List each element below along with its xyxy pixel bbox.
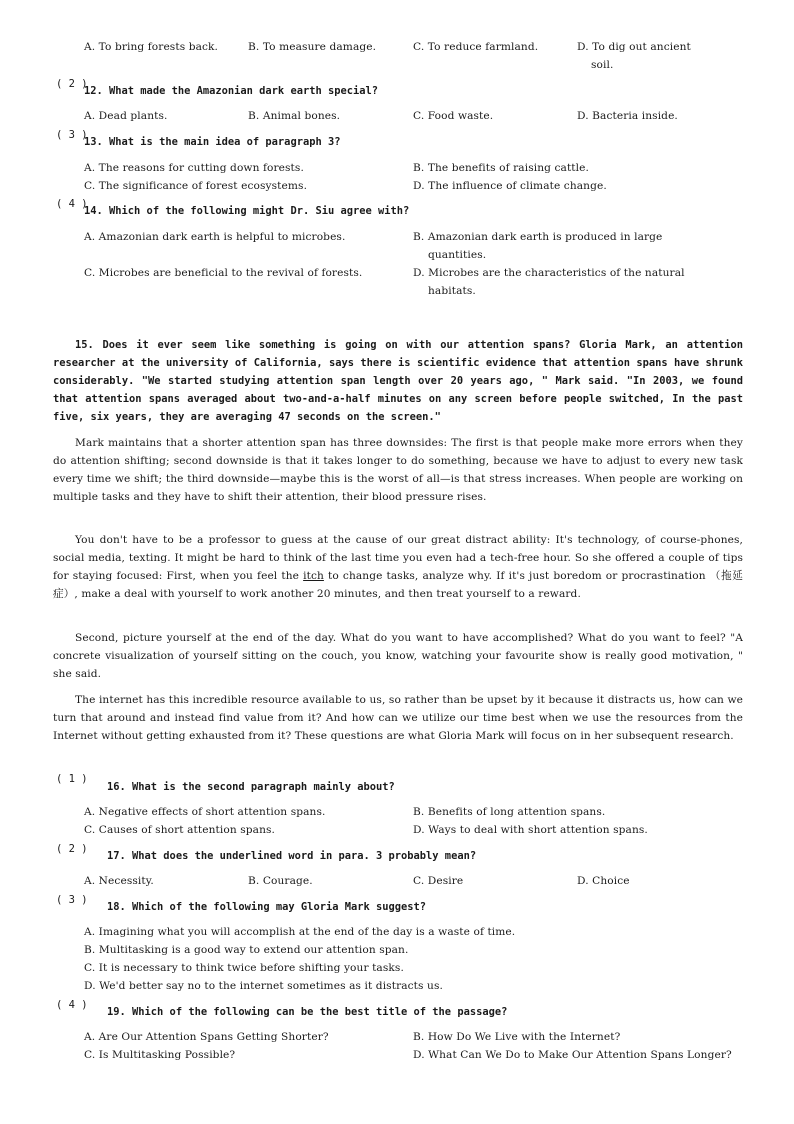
q12-option-d[interactable]: D. Bacteria inside.	[577, 110, 678, 122]
q12-option-c[interactable]: C. Food waste.	[413, 110, 494, 122]
q18-option-b[interactable]: B. Multitasking is a good way to extend our attention span.	[84, 944, 409, 956]
q11-option-b[interactable]: B. To measure damage.	[248, 41, 377, 53]
q13-option-c[interactable]: C. The significance of forest ecosystems.	[84, 180, 308, 192]
q12-subnumber: ( 2 )	[56, 78, 88, 90]
q13-option-b[interactable]: B. The benefits of raising cattle.	[413, 162, 589, 174]
q16-option-d[interactable]: D. Ways to deal with short attention spans.	[413, 824, 648, 836]
p3-text-after: to change tasks, analyze why. If it's just boredom or procrastination （拖延症）, make a deal with yourself to work another 20 minutes, and then treat yourself to a reward.	[53, 570, 744, 600]
q14-option-d-cont: habitats.	[428, 285, 476, 297]
q17-option-d[interactable]: D. Choice	[577, 875, 630, 887]
q18-subnumber: ( 3 )	[56, 894, 88, 906]
q14-option-c[interactable]: C. Microbes are beneficial to the revival of forests.	[84, 267, 363, 279]
q13-option-d[interactable]: D. The influence of climate change.	[413, 180, 607, 192]
q17-stem: 17. What does the underlined word in para. 3 probably mean?	[107, 850, 477, 862]
q17-option-c[interactable]: C. Desire	[413, 875, 464, 887]
q13-subnumber: ( 3 )	[56, 129, 88, 141]
q16-subnumber: ( 1 )	[56, 773, 88, 785]
q16-option-b[interactable]: B. Benefits of long attention spans.	[413, 806, 606, 818]
q16-option-c[interactable]: C. Causes of short attention spans.	[84, 824, 276, 836]
q12-stem: 12. What made the Amazonian dark earth special?	[84, 85, 379, 97]
q14-subnumber: ( 4 )	[56, 198, 88, 210]
q12-option-b[interactable]: B. Animal bones.	[248, 110, 341, 122]
q18-option-a[interactable]: A. Imagining what you will accomplish at the end of the day is a waste of time.	[84, 926, 516, 938]
q19-stem: 19. Which of the following can be the best title of the passage?	[107, 1006, 508, 1018]
q12-option-a[interactable]: A. Dead plants.	[84, 110, 168, 122]
q13-stem: 13. What is the main idea of paragraph 3?	[84, 136, 341, 148]
q13-option-a[interactable]: A. The reasons for cutting down forests.	[84, 162, 304, 174]
passage-paragraph-4: Second, picture yourself at the end of the day. What do you want to have accomplished? What do you want to feel? "A concrete visualization of yourself sitting on the couch, you know, watching your favourite show is really good motivation, " she said.	[53, 632, 743, 680]
q14-stem: 14. Which of the following might Dr. Siu agree with?	[84, 205, 410, 217]
q19-option-c[interactable]: C. Is Multitasking Possible?	[84, 1049, 236, 1061]
underlined-word-itch: itch	[303, 570, 324, 582]
q11-option-a[interactable]: A. To bring forests back.	[84, 41, 219, 53]
q19-option-a[interactable]: A. Are Our Attention Spans Getting Shorter?	[84, 1031, 329, 1043]
q18-option-c[interactable]: C. It is necessary to think twice before shifting your tasks.	[84, 962, 404, 974]
q19-subnumber: ( 4 )	[56, 999, 88, 1011]
q16-option-a[interactable]: A. Negative effects of short attention spans.	[84, 806, 326, 818]
q14-option-b-cont: quantities.	[428, 249, 487, 261]
passage-paragraph-5: The internet has this incredible resource available to us, so rather than be upset by it because it distracts us, how can we turn that around and instead find value from it? And how can we utilize our time best when we use the resources from the Internet without getting exhausted from it? These questions are what Gloria Mark will focus on in her subsequent research.	[53, 694, 743, 742]
q14-option-d[interactable]: D. Microbes are the characteristics of the natural	[413, 267, 685, 279]
q14-option-a[interactable]: A. Amazonian dark earth is helpful to microbes.	[84, 231, 346, 243]
q18-stem: 18. Which of the following may Gloria Mark suggest?	[107, 901, 427, 913]
q17-option-b[interactable]: B. Courage.	[248, 875, 313, 887]
p3-text-before: You don't have to be a professor to guess at the cause of our great distract ability: It's technology, of course-phones, social media, texting. It might be hard to think of the last time you even had a tech-free hour. So she offered a couple of tips for staying focused: First, when you feel the	[53, 534, 743, 582]
q19-option-b[interactable]: B. How Do We Live with the Internet?	[413, 1031, 621, 1043]
q18-option-d[interactable]: D. We'd better say no to the internet sometimes as it distracts us.	[84, 980, 443, 992]
q11-option-d-cont: soil.	[591, 59, 614, 71]
q11-option-d[interactable]: D. To dig out ancient	[577, 41, 691, 53]
q17-option-a[interactable]: A. Necessity.	[84, 875, 154, 887]
q16-stem: 16. What is the second paragraph mainly about?	[107, 781, 395, 793]
passage-intro-paragraph: 15. Does it ever seem like something is going on with our attention spans? Gloria Mark, an attention researcher at the university of California, says there is scientific evidence that attention spans have shrunk considerably. "We started studying attention span length over 20 years ago, " Mark said. "In 2003, we found that attention spans averaged about two-and-a-half minutes on any screen before people switched, In the past five, six years, they are averaging 47 seconds on the screen."	[53, 339, 743, 423]
passage-paragraph-3	[53, 531, 743, 603]
q14-option-b[interactable]: B. Amazonian dark earth is produced in large	[413, 231, 663, 243]
q11-option-c[interactable]: C. To reduce farmland.	[413, 41, 539, 53]
q19-option-d[interactable]: D. What Can We Do to Make Our Attention Spans Longer?	[413, 1049, 732, 1061]
q17-subnumber: ( 2 )	[56, 843, 88, 855]
passage-paragraph-2: Mark maintains that a shorter attention span has three downsides: The first is that people make more errors when they do attention shifting; second downside is that it takes longer to do something, because we have to adjust to every new task every time we shift; the third downside—maybe this is the worst of all—is that stress increases. When people are working on multiple tasks and they have to shift their attention, their blood pressure rises.	[53, 437, 743, 503]
